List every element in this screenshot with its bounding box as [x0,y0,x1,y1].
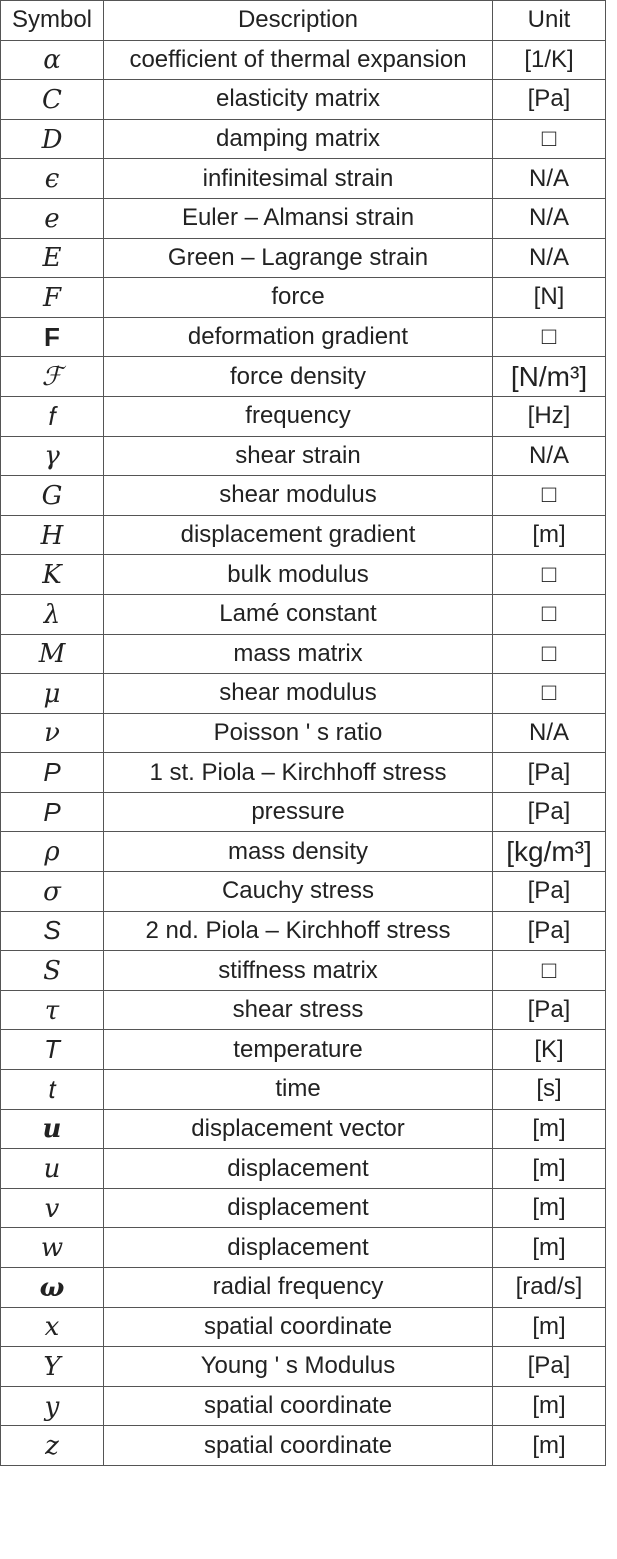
table-row [1,753,606,793]
symbol-cell [1,1109,104,1149]
unit-cell: [kg/m³] [493,832,606,872]
table-row [1,990,606,1030]
unit-cell: [K] [493,1030,606,1070]
description-cell: Poisson ' s ratio [104,713,493,753]
table-row [1,1030,606,1070]
description-cell: pressure [104,792,493,832]
unit-cell: [Pa] [493,792,606,832]
symbol-cell [1,1426,104,1466]
description-cell: Cauchy stress [104,872,493,912]
table-row [1,357,606,397]
description-cell: shear modulus [104,476,493,516]
table-header [1,1,606,41]
symbol-glyph: S [43,956,61,987]
symbol-glyph: t [48,1073,56,1104]
table-row [1,1307,606,1347]
table-row [1,159,606,199]
symbol-cell [1,1386,104,1426]
description-cell: coefficient of thermal expansion [104,40,493,80]
symbol-cell [1,317,104,357]
description-cell: temperature [104,1030,493,1070]
description-cell: stiffness matrix [104,951,493,991]
table-row [1,476,606,516]
symbol-cell [1,436,104,476]
symbol-cell [1,278,104,318]
symbol-glyph: M [38,639,66,670]
header-description: Description [104,1,493,41]
description-cell: force density [104,357,493,397]
description-cell: Green – Lagrange strain [104,238,493,278]
description-cell: deformation gradient [104,317,493,357]
description-cell: Young ' s Modulus [104,1347,493,1387]
description-cell: damping matrix [104,119,493,159]
symbol-cell [1,1307,104,1347]
description-cell: shear stress [104,990,493,1030]
unit-cell: [Pa] [493,872,606,912]
symbol-cell [1,674,104,714]
symbol-cell [1,119,104,159]
symbol-cell [1,1268,104,1308]
unit-cell: [Pa] [493,80,606,120]
symbol-cell [1,357,104,397]
unit-cell: □ [493,317,606,357]
description-cell: infinitesimal strain [104,159,493,199]
symbol-glyph: λ [43,599,61,630]
description-cell: spatial coordinate [104,1307,493,1347]
description-cell: force [104,278,493,318]
symbol-cell [1,1188,104,1228]
table-row [1,911,606,951]
symbol-cell [1,1030,104,1070]
symbol-glyph: K [42,560,62,591]
symbol-cell [1,713,104,753]
symbol-cell [1,951,104,991]
symbol-cell [1,911,104,951]
unit-cell: [Pa] [493,911,606,951]
unit-cell: □ [493,594,606,634]
table-row [1,713,606,753]
symbol-cell [1,515,104,555]
unit-cell: [Pa] [493,1347,606,1387]
symbol-cell [1,634,104,674]
unit-cell: [m] [493,1307,606,1347]
symbol-cell [1,80,104,120]
symbol-glyph: P [43,757,61,788]
table-row [1,238,606,278]
unit-cell: [Pa] [493,753,606,793]
description-cell: 2 nd. Piola – Kirchhoff stress [104,911,493,951]
unit-cell: □ [493,119,606,159]
symbol-glyph: ϵ [44,164,60,195]
table-row [1,1386,606,1426]
symbol-cell [1,753,104,793]
symbol-glyph: u [42,1114,62,1145]
table-row [1,792,606,832]
description-cell: 1 st. Piola – Kirchhoff stress [104,753,493,793]
symbol-glyph: C [42,84,62,115]
unit-cell: N/A [493,159,606,199]
table-row [1,1228,606,1268]
symbol-glyph: v [44,1193,60,1224]
symbol-glyph: f [48,400,56,431]
description-cell: mass density [104,832,493,872]
symbol-cell [1,990,104,1030]
description-cell: bulk modulus [104,555,493,595]
symbol-cell [1,1228,104,1268]
unit-cell: [rad/s] [493,1268,606,1308]
symbol-cell [1,476,104,516]
symbol-glyph: F [42,282,62,313]
unit-cell: N/A [493,713,606,753]
symbol-cell [1,159,104,199]
symbol-cell [1,872,104,912]
unit-cell: [m] [493,1386,606,1426]
table-row [1,674,606,714]
table-row [1,436,606,476]
symbol-glyph: τ [44,995,60,1026]
unit-cell: [m] [493,1228,606,1268]
table-row [1,555,606,595]
symbol-glyph: ν [44,718,60,749]
symbol-cell [1,594,104,634]
table-row [1,1347,606,1387]
symbol-glyph: ρ [44,837,60,868]
table-row [1,1426,606,1466]
symbol-glyph: Y [43,1351,61,1382]
table-body [1,40,606,1465]
unit-cell: [Hz] [493,396,606,436]
symbol-cell [1,1347,104,1387]
table-row [1,1188,606,1228]
description-cell: displacement gradient [104,515,493,555]
symbol-glyph: D [41,124,63,155]
symbol-glyph: x [44,1312,60,1343]
description-cell: Euler – Almansi strain [104,198,493,238]
unit-cell: [m] [493,1188,606,1228]
unit-cell: [m] [493,1109,606,1149]
symbol-glyph: μ [43,678,61,709]
symbol-cell [1,1149,104,1189]
symbol-glyph: E [42,243,62,274]
table-row [1,198,606,238]
unit-cell: N/A [493,238,606,278]
description-cell: Lamé constant [104,594,493,634]
table-row [1,40,606,80]
symbol-glyph: y [44,1391,60,1422]
symbol-glyph: z [45,1431,59,1462]
description-cell: radial frequency [104,1268,493,1308]
table-row [1,634,606,674]
symbol-glyph: S [43,915,61,946]
description-cell: shear modulus [104,674,493,714]
description-cell: displacement [104,1188,493,1228]
symbol-glyph: F [44,321,60,352]
unit-cell: [s] [493,1070,606,1110]
symbol-cell [1,238,104,278]
symbol-glyph: P [43,796,61,827]
table-row [1,832,606,872]
symbol-glyph: w [40,1233,64,1264]
unit-cell: [m] [493,1149,606,1189]
symbol-glyph: γ [44,441,60,472]
unit-cell: □ [493,555,606,595]
table-row [1,278,606,318]
symbol-cell [1,555,104,595]
symbol-cell [1,396,104,436]
symbol-cell [1,792,104,832]
unit-cell: N/A [493,198,606,238]
symbol-cell [1,198,104,238]
table-row [1,1268,606,1308]
description-cell: mass matrix [104,634,493,674]
table-row [1,515,606,555]
header-unit: Unit [493,1,606,41]
symbol-glyph: ω [39,1272,65,1303]
description-cell: displacement [104,1228,493,1268]
unit-cell: [m] [493,1426,606,1466]
description-cell: frequency [104,396,493,436]
table-row [1,872,606,912]
symbol-glyph: e [44,203,60,234]
table-row [1,317,606,357]
table-row [1,1070,606,1110]
unit-cell: [N/m³] [493,357,606,397]
table-row [1,1149,606,1189]
table-row [1,1109,606,1149]
symbol-glyph: u [43,1154,61,1185]
symbol-glyph: H [40,520,64,551]
unit-cell: N/A [493,436,606,476]
symbol-glyph: G [41,480,63,511]
symbol-glyph: ℱ [41,362,63,393]
description-cell: time [104,1070,493,1110]
description-cell: spatial coordinate [104,1386,493,1426]
unit-cell: [m] [493,515,606,555]
symbol-cell [1,832,104,872]
symbol-cell [1,40,104,80]
unit-cell: □ [493,634,606,674]
header-symbol: Symbol [1,1,104,41]
table-row [1,396,606,436]
description-cell: shear strain [104,436,493,476]
symbol-glyph: T [44,1034,60,1065]
table-row [1,951,606,991]
description-cell: elasticity matrix [104,80,493,120]
unit-cell: □ [493,951,606,991]
description-cell: displacement [104,1149,493,1189]
unit-cell: □ [493,674,606,714]
unit-cell: [N] [493,278,606,318]
table-row [1,80,606,120]
symbol-glyph: σ [43,876,61,907]
unit-cell: □ [493,476,606,516]
table-row [1,594,606,634]
unit-cell: [Pa] [493,990,606,1030]
header-row [1,1,606,41]
symbol-cell [1,1070,104,1110]
symbol-glyph: α [43,45,61,76]
unit-cell: [1/K] [493,40,606,80]
description-cell: displacement vector [104,1109,493,1149]
description-cell: spatial coordinate [104,1426,493,1466]
table-row [1,119,606,159]
